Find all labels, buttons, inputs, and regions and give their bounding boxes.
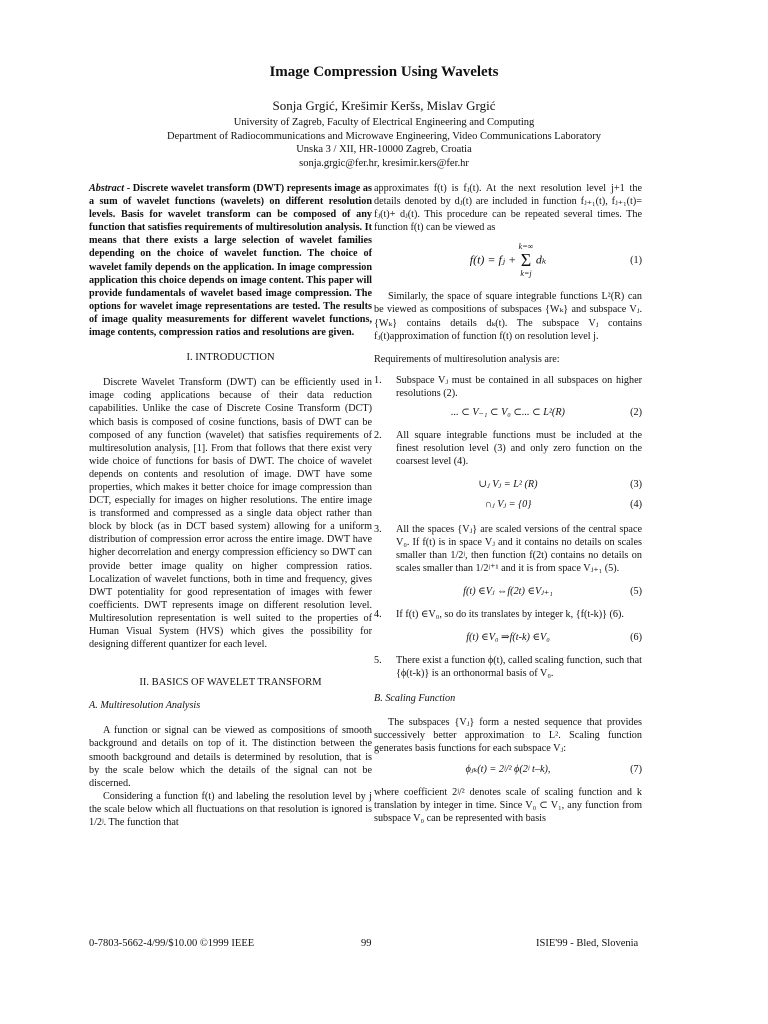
right-column xyxy=(374,182,642,825)
equation-number: (4) xyxy=(630,498,642,510)
contact-emails: sonja.grgic@fer.hr, kresimir.kers@fer.hr xyxy=(299,157,469,169)
page-number: 99 xyxy=(361,938,372,949)
footer-conference: ISIE'99 - Bled, Slovenia xyxy=(536,938,639,949)
summation-symbol xyxy=(519,242,534,278)
item-text: Subspace Vⱼ must be contained in all subspaces on higher resolutions (2). xyxy=(396,374,642,399)
equation-2 xyxy=(374,406,642,419)
equation-3-body: ∪ⱼ Vⱼ = L² (R) xyxy=(478,479,538,491)
left-column xyxy=(89,182,372,829)
item-text: All square integrable functions must be included at the finest resolution level (3) and only zero function on the coarsest level (4). xyxy=(396,430,642,468)
paper-title: Image Compression Using Wavelets xyxy=(269,64,499,80)
equation-5 xyxy=(374,585,642,598)
equation-3 xyxy=(374,478,642,491)
equation-4 xyxy=(374,498,642,511)
requirement-item xyxy=(374,523,642,575)
equation-6-body: f(t) ∈V₀ ⇒f(t-k) ∈V₀ xyxy=(466,632,550,644)
item-text: If f(t) ∈V₀, so do its translates by integer k, {f(t-k)} (6). xyxy=(396,609,624,621)
subsection-heading-multiresolution: A. Multiresolution Analysis xyxy=(89,700,201,712)
right-paragraph-2: Similarly, the space of square integrable functions L²(R) can be viewed as compositions of subspaces {Wₖ} and subspace Vⱼ. {Wₖ} contains details dₖ(t). The subspace Vⱼ contains fⱼ(t)approximation of function f(t) on resolution level j. xyxy=(374,291,642,342)
affiliation-line: Department of Radiocommunications and Microwave Engineering, Video Communications Laboratory xyxy=(167,130,601,142)
item-text: All the spaces {Vⱼ} are scaled versions of the central space V₀. If f(t) is in space Vⱼ and it contains no details on scales smaller than 1/2ʲ, then function f(2t) contains no details on scales smaller than 1/2ʲ⁺¹ and it is from space Vⱼ₊₁ (5). xyxy=(396,523,642,574)
equation-number: (1) xyxy=(630,255,642,267)
item-number: 1. xyxy=(374,374,382,386)
section-heading-introduction: I. INTRODUCTION xyxy=(186,352,275,364)
item-number: 2. xyxy=(374,430,382,442)
equation-1-lhs: f(t) = fⱼ + xyxy=(469,252,517,267)
affiliation-block xyxy=(0,116,768,170)
equation-4-body: ∩ⱼ Vⱼ = {0} xyxy=(484,498,532,510)
equation-1 xyxy=(374,242,642,282)
sigma-glyph: Σ xyxy=(520,250,532,271)
right-paragraph-1: approximates f(t) is fⱼ(t). At the next resolution level j+1 the details denoted by dⱼ(t) are included in function fⱼ₊₁(t), fⱼ₊₁(t)= fⱼ(t)+ dⱼ(t). This procedure can be repeated several times. The function f(t) can be viewed as xyxy=(374,183,642,234)
item-number: 3. xyxy=(374,523,382,535)
multiresolution-paragraph-2: Considering a function f(t) and labeling the resolution level by j the scale below which all fluctuations on that resolution is ignored is 1/2ʲ. The function that xyxy=(89,790,372,829)
equation-1-rhs: dₖ xyxy=(535,252,547,267)
author-list: Sonja Grgić, Krešimir Keršs, Mislav Grgić xyxy=(272,98,496,113)
affiliation-line: University of Zagreb, Faculty of Electrical Engineering and Computing xyxy=(233,117,535,128)
sum-lower-limit: k=j xyxy=(520,269,532,279)
equation-2-body: ... ⊂ V₋₁ ⊂ V₀ ⊂... ⊂ L²(R) xyxy=(451,407,565,419)
requirement-item xyxy=(374,654,642,680)
abstract-lead: Abstract xyxy=(89,183,125,194)
requirement-item xyxy=(374,374,642,400)
equation-7 xyxy=(374,763,642,776)
item-text: There exist a function ϕ(t), called scaling function, such that {ϕ(t-k)} is an orthonormal basis of V₀. xyxy=(396,655,642,680)
item-number: 4. xyxy=(374,609,382,621)
sum-upper-limit: k=∞ xyxy=(518,242,534,252)
intro-paragraph: Discrete Wavelet Transform (DWT) can be efficiently used in image coding applications because of their data reduction capabilities. Unlike the case of Discrete Cosine Transform (DCT) which basis is composed of cosine functions, basis of DWT can be composed of any function (wavelet) that satisfies requirements of multiresolution analysis, [1]. From that follows that there exist very wide choice of functions for basis of DWT. The choice of wavelet depends on contents and resolution of image. DWT have some properties, which makes it better choice for image compression than DCT, especially for images on higher resolutions. The entire image is transformed and compressed as a single data object rather than block by block (as in DCT based system) allowing for a uniform distribution of compression error across the entire image. DWT have higher decorrelation and energy compression efficiency so DWT can provide better image quality on higher compression ratios. Localization of wavelet functions, both in time and frequency, gives DWT potentiality for good representation of images with fewer coefficients. DWT represents image on different resolution level. Multiresolution representation is well suited to the properties of Human Visual System (HVS) which gives the possibility for designing different quantizer for each level. xyxy=(89,377,372,651)
requirement-item xyxy=(374,429,642,468)
requirement-item xyxy=(374,608,642,621)
item-number: 5. xyxy=(374,655,382,667)
abstract xyxy=(89,182,372,339)
multiresolution-paragraph: A function or signal can be viewed as compositions of smooth background and details on top of it. The distinction between the smooth background and details is determined by resolution, that is by the scale below which the details of the signal can not be discerned. xyxy=(89,725,372,789)
affiliation-line: Unska 3 / XII, HR-10000 Zagreb, Croatia xyxy=(296,144,472,155)
equation-number: (6) xyxy=(630,632,642,644)
right-paragraph-3: Requirements of multiresolution analysis are: xyxy=(374,353,560,365)
equation-5-body: f(t) ∈Vⱼ ⇔f(2t) ∈Vⱼ₊₁ xyxy=(463,585,553,597)
abstract-text: - Discrete wavelet transform (DWT) represents image as a sum of wavelet functions (wavelets) on different resolution levels. Basis for wavelet transform can be composed of any function that satisfies requirements of multiresolution analysis. It means that there exists a large selection of wavelet families depending on the choice of wavelet function. The choice of wavelet family depends on the application. In image compression application this choice depends on image content. This paper will provide fundamentals of wavelet based image compression. The options for wavelet image representations are tested. The results of image quality measurements for different wavelet functions, image contents, compression ratios and resolutions are given. xyxy=(89,183,372,339)
equation-7-body: ϕⱼₖ(t) = 2ʲ/² ϕ(2ʲ t–k), xyxy=(465,763,551,775)
equation-6 xyxy=(374,631,642,644)
subsection-heading-scaling: B. Scaling Function xyxy=(374,693,456,705)
scaling-paragraph-2: where coefficient 2ʲ/² denotes scale of scaling function and k translation by integer in time. Since V₀ ⊂ V₁, any function from subspace V₀ can be represented with basis xyxy=(374,786,642,825)
equation-number: (2) xyxy=(630,407,642,419)
equation-number: (7) xyxy=(630,763,642,775)
scaling-paragraph: The subspaces {Vⱼ} form a nested sequence that provides successively better approximation to L². Scaling function generates basis functions for each subspace Vⱼ: xyxy=(374,716,642,754)
equation-number: (3) xyxy=(630,479,642,491)
equation-number: (5) xyxy=(630,585,642,597)
footer-copyright: 0-7803-5662-4/99/$10.00 ©1999 IEEE xyxy=(89,938,255,949)
section-heading-basics: II. BASICS OF WAVELET TRANSFORM xyxy=(139,677,322,689)
